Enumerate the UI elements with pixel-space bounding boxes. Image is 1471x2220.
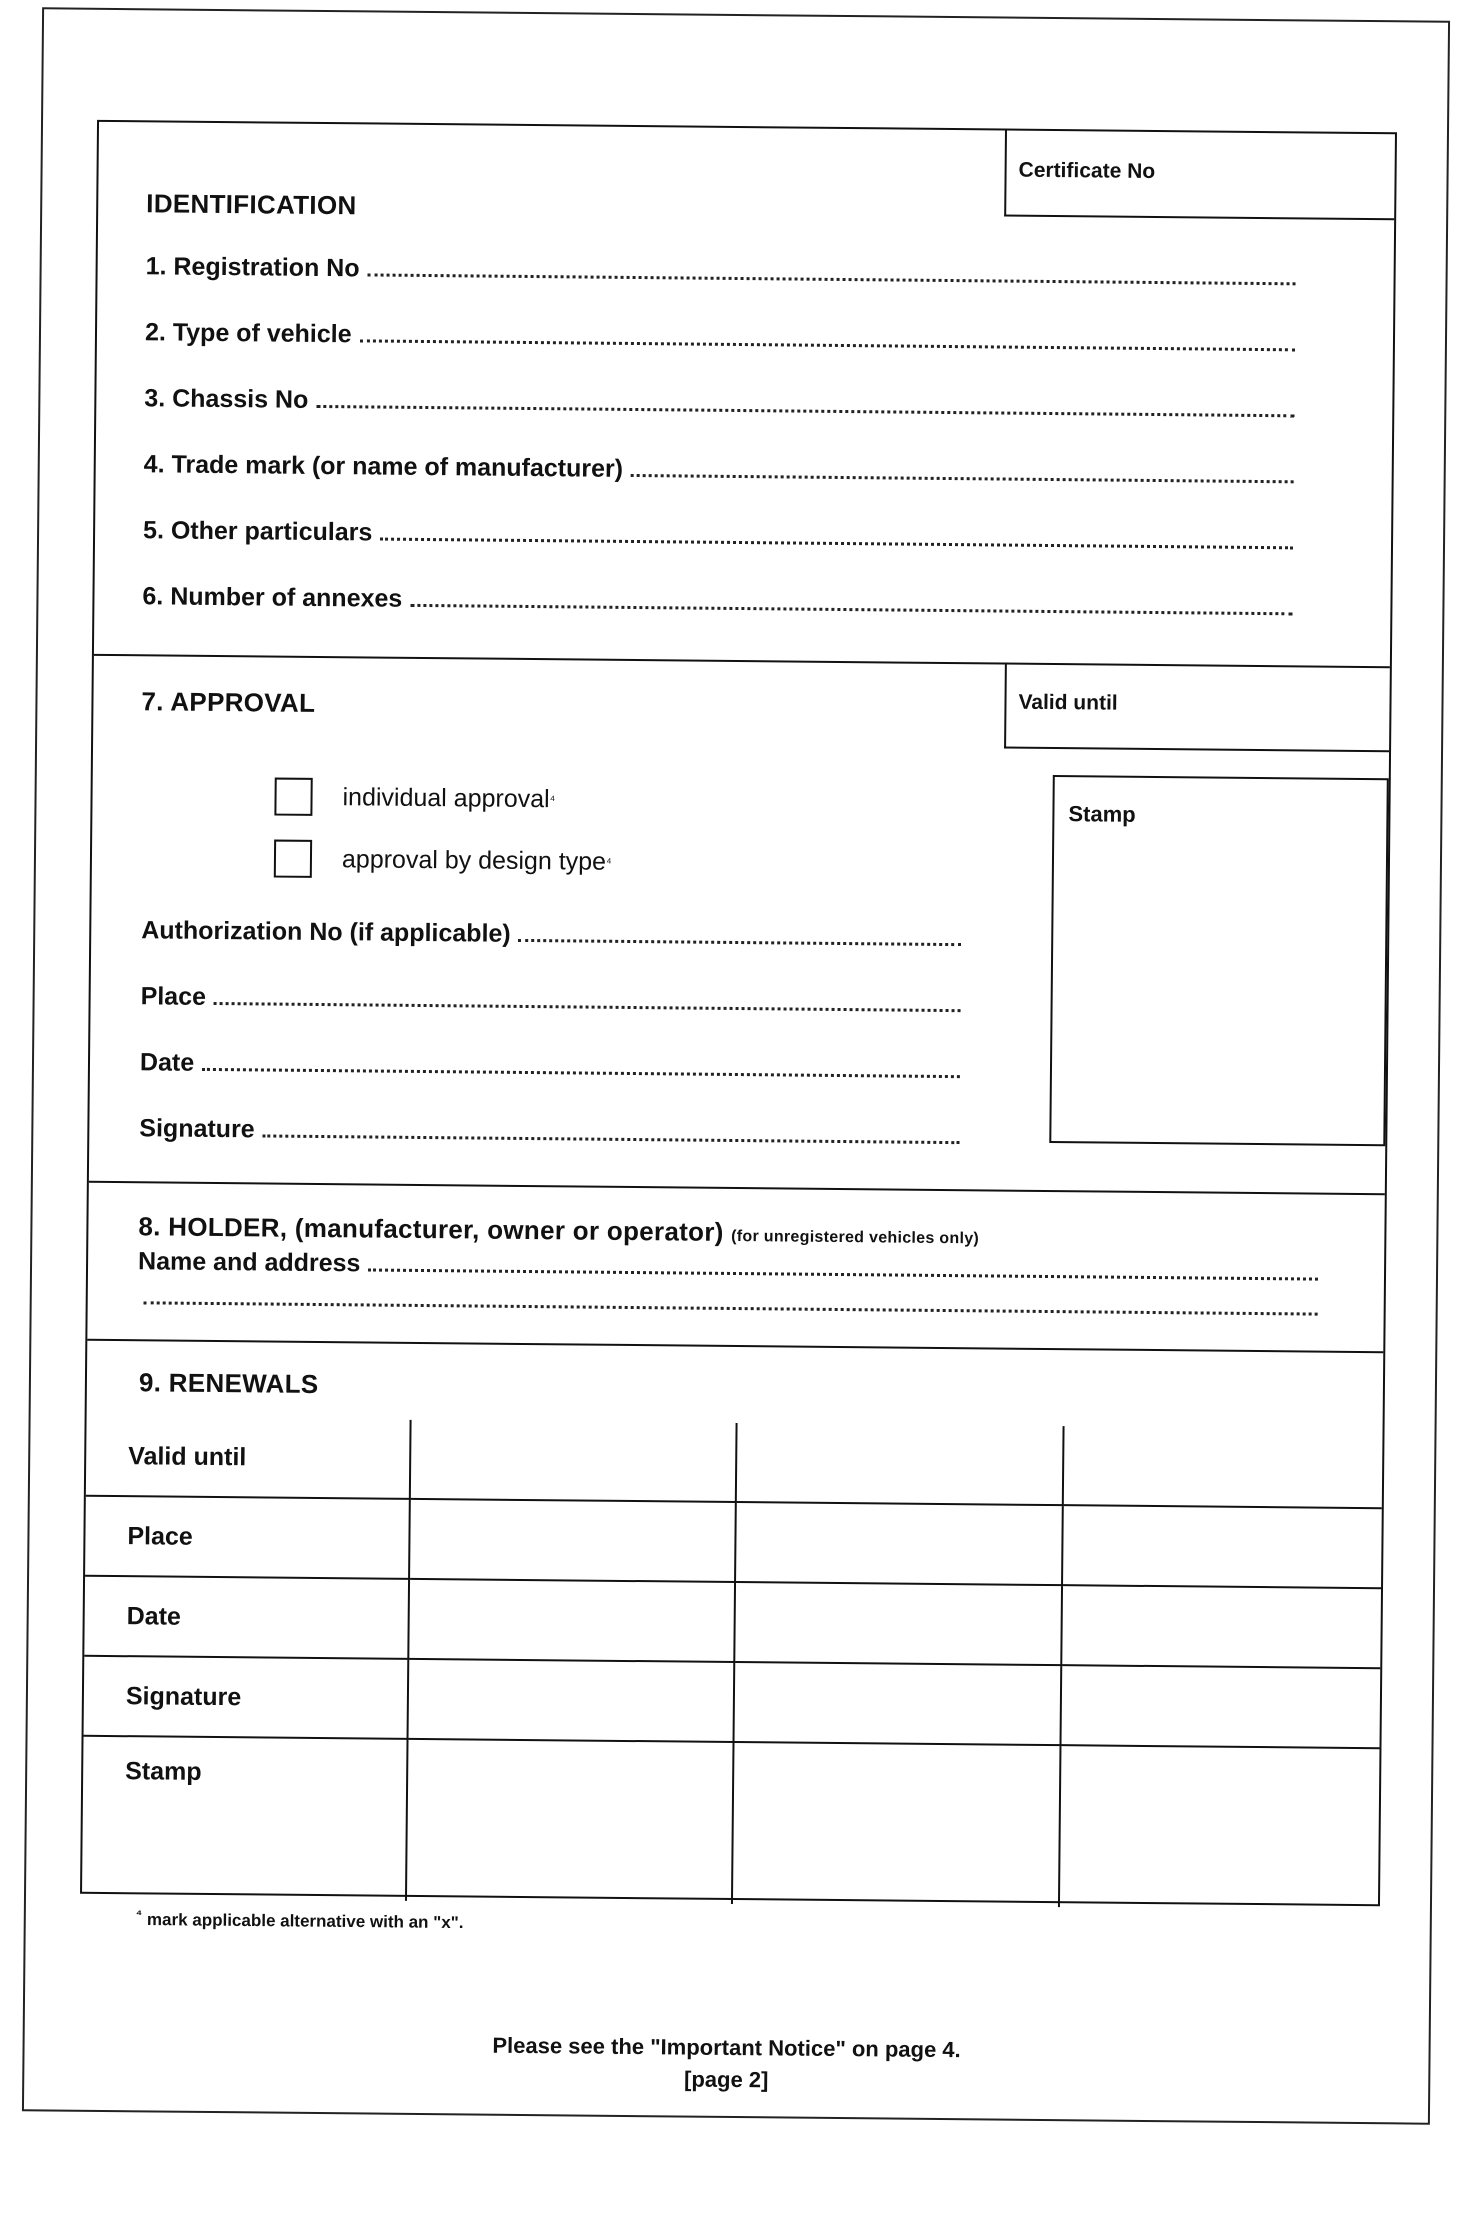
valid-until-box[interactable] bbox=[1004, 663, 1390, 753]
document-page bbox=[22, 7, 1450, 2124]
certificate-no-box[interactable] bbox=[1004, 131, 1395, 221]
holder-section bbox=[87, 1181, 1384, 1353]
renewal-cell[interactable] bbox=[1062, 1505, 1382, 1588]
identification-heading: IDENTIFICATION bbox=[146, 188, 357, 221]
approval-signature-field[interactable] bbox=[139, 1114, 959, 1151]
table-row bbox=[84, 1656, 1381, 1748]
address-continuation-line[interactable] bbox=[144, 1281, 1318, 1322]
renewal-cell[interactable] bbox=[735, 1582, 1062, 1665]
design-type-checkbox[interactable] bbox=[274, 840, 312, 878]
renewal-cell[interactable] bbox=[732, 1742, 1060, 1907]
design-type-approval-option[interactable] bbox=[274, 840, 612, 881]
renewal-cell[interactable] bbox=[736, 1423, 1063, 1505]
footnote-mark: ⁴ bbox=[549, 791, 556, 807]
table-row bbox=[86, 1417, 1383, 1508]
name-address-field[interactable] bbox=[138, 1247, 1318, 1287]
renewal-cell[interactable] bbox=[734, 1662, 1061, 1745]
table-row bbox=[85, 1496, 1382, 1588]
footnote-mark: ⁴ bbox=[605, 854, 612, 870]
individual-approval-checkbox[interactable] bbox=[274, 778, 312, 816]
renewal-cell[interactable] bbox=[735, 1502, 1062, 1585]
field-label: Authorization No (if applicable) bbox=[141, 916, 511, 948]
trade-mark-field[interactable] bbox=[144, 450, 1294, 490]
approval-section bbox=[89, 654, 1390, 1195]
renewals-table bbox=[82, 1417, 1383, 1910]
stamp-label: Stamp bbox=[1068, 801, 1136, 827]
renewal-cell[interactable] bbox=[406, 1739, 734, 1904]
registration-no-field[interactable] bbox=[146, 252, 1296, 292]
renewal-cell[interactable] bbox=[408, 1659, 735, 1742]
authorization-no-field[interactable] bbox=[141, 916, 961, 953]
field-label: 1. Registration No bbox=[145, 252, 360, 283]
approval-stamp-box[interactable] bbox=[1049, 775, 1389, 1146]
renewal-cell[interactable] bbox=[1059, 1745, 1380, 1910]
holder-heading bbox=[138, 1211, 979, 1250]
row-label: Place bbox=[85, 1496, 410, 1579]
approval-place-field[interactable] bbox=[140, 982, 960, 1019]
field-label: Place bbox=[140, 982, 207, 1011]
page-number: [page 2] bbox=[683, 2066, 769, 2093]
renewal-cell[interactable] bbox=[1063, 1426, 1383, 1508]
renewal-cell[interactable] bbox=[409, 1499, 736, 1582]
field-label: Signature bbox=[139, 1114, 255, 1144]
field-label: 4. Trade mark (or name of manufacturer) bbox=[143, 450, 624, 483]
field-label: 6. Number of annexes bbox=[142, 582, 403, 613]
renewal-cell[interactable] bbox=[410, 1420, 737, 1502]
number-of-annexes-field[interactable] bbox=[142, 582, 1292, 622]
valid-until-label: Valid until bbox=[1018, 690, 1118, 715]
important-notice bbox=[24, 2025, 1429, 2102]
table-row bbox=[84, 1576, 1381, 1668]
row-label: Signature bbox=[84, 1656, 409, 1739]
field-label: 5. Other particulars bbox=[142, 516, 373, 547]
row-label: Date bbox=[84, 1576, 409, 1659]
vehicle-type-field[interactable] bbox=[145, 318, 1295, 358]
field-label: 3. Chassis No bbox=[144, 384, 309, 414]
individual-approval-option[interactable] bbox=[274, 778, 555, 819]
field-label: Date bbox=[139, 1048, 195, 1077]
option-label: individual approval bbox=[342, 782, 550, 813]
other-particulars-field[interactable] bbox=[143, 516, 1293, 556]
field-label: Name and address bbox=[137, 1247, 361, 1278]
renewal-cell[interactable] bbox=[408, 1579, 735, 1662]
renewals-heading: 9. RENEWALS bbox=[138, 1367, 319, 1400]
footnote-text: mark applicable alternative with an "x". bbox=[146, 1910, 464, 1933]
identification-section bbox=[94, 122, 1395, 668]
renewal-cell[interactable] bbox=[1060, 1665, 1380, 1748]
certificate-no-label: Certificate No bbox=[1018, 158, 1156, 183]
approval-heading: 7. APPROVAL bbox=[141, 686, 316, 718]
certificate-form bbox=[80, 120, 1397, 1906]
table-row bbox=[82, 1736, 1379, 1910]
renewal-cell[interactable] bbox=[1061, 1585, 1381, 1668]
row-label: Stamp bbox=[82, 1736, 408, 1901]
footnote-mark: ⁴ bbox=[135, 1906, 143, 1922]
footnote bbox=[136, 1906, 464, 1933]
holder-note: (for unregistered vehicles only) bbox=[731, 1227, 980, 1248]
holder-heading-text: 8. HOLDER, (manufacturer, owner or operator) bbox=[138, 1211, 724, 1247]
chassis-no-field[interactable] bbox=[144, 384, 1294, 424]
approval-date-field[interactable] bbox=[140, 1048, 960, 1085]
field-label: 2. Type of vehicle bbox=[144, 318, 352, 349]
notice-text: Please see the "Important Notice" on page 4. bbox=[492, 2032, 961, 2063]
row-label: Valid until bbox=[86, 1417, 411, 1499]
option-label: approval by design type bbox=[341, 844, 607, 876]
